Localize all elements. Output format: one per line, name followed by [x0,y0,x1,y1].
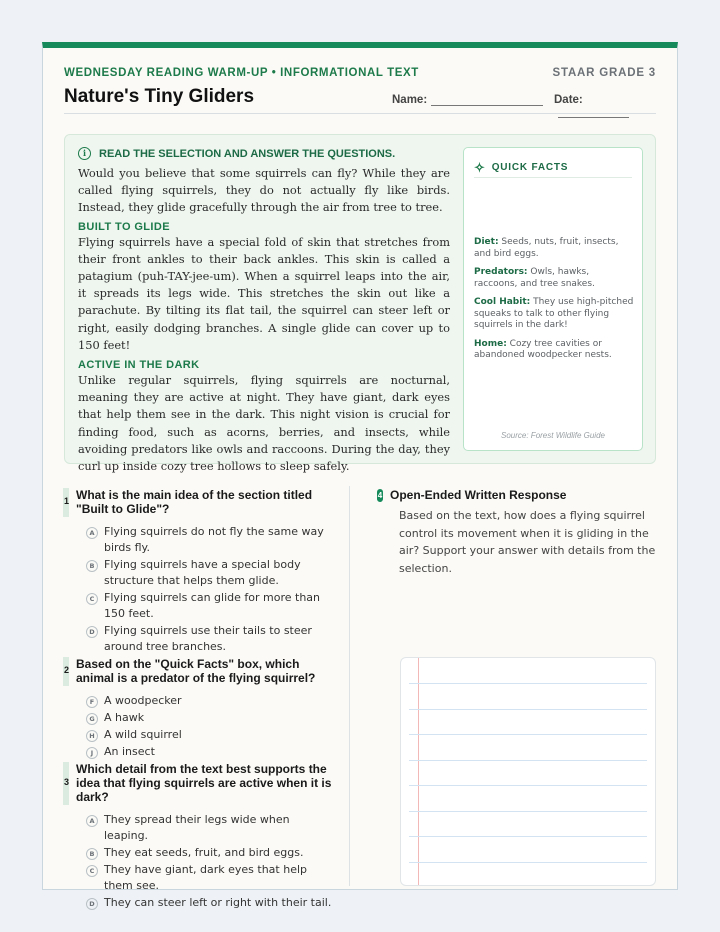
section-heading-glide: BUILT TO GLIDE [78,220,170,233]
answer-option[interactable]: A They spread their legs wide when leaping. [64,812,334,844]
question-1 [64,488,334,655]
answer-option[interactable]: J An insect [64,744,334,760]
question-number: 3 [64,776,70,787]
date-line[interactable] [558,106,629,118]
source-citation: Source: Forest Wildlife Guide [501,431,605,440]
option-letter[interactable]: C [86,865,98,877]
option-letter[interactable]: G [86,713,98,725]
fact-item: Diet: Seeds, nuts, fruit, insects, and bird eggs. [474,237,619,259]
written-answer-area[interactable] [400,657,656,886]
name-line[interactable] [431,94,543,106]
fact-item: Cool Habit: They use high-pitched squeaks to talk to other flying squirrels in the dark! [474,297,634,330]
open-response-prompt: Based on the text, how does a flying squirrel control its movement when it is gliding in the air? Support your answer with details from the selection. [399,509,656,575]
option-letter[interactable]: H [86,730,98,742]
column-divider [349,486,350,886]
quick-facts-header [474,158,632,178]
answer-option[interactable]: D They can steer left or right with their tail. [64,895,334,911]
open-response-title: Open-Ended Written Response [390,488,567,502]
section-heading-dark: ACTIVE IN THE DARK [78,359,200,372]
ruled-line [409,785,647,786]
open-response-header [377,488,657,502]
reading-text [78,147,450,475]
section-paragraph-dark: Unlike regular squirrels, flying squirrels are nocturnal, meaning they are active at night. They have giant, dark eyes that help them see in the dark. This night vision is crucial for finding food, such as acorns, berries, and insects, while avoiding predators like owls and raccoons. During the day, they curl up inside cozy tree hollows to sleep safely. [78,373,450,474]
answer-option[interactable]: C They have giant, dark eyes that help them see. [64,862,334,894]
question-text: 3 Which detail from the text best supports the idea that flying squirrels are active when it is dark? [64,761,332,805]
option-letter[interactable]: A [86,527,98,539]
section-paragraph-glide: Flying squirrels have a special fold of skin that stretches from their front ankles to their back ankles. This skin is called a patagium (puh-TAY-jee-um). When a squirrel leaps into the air, it spreads its legs wide. This stretches the skin out like a parachute. By tilting its flat tail, the squirrel can steer left or right, easily dodging branches. A single glide can cover up to 150 feet! [78,234,450,352]
question-2 [64,657,334,760]
ruled-line [409,683,647,684]
ruled-line [409,862,647,863]
option-letter[interactable]: B [86,848,98,860]
answer-option[interactable]: G A hawk [64,710,334,726]
grade-label: STAAR GRADE 3 [552,67,656,79]
answer-option[interactable]: B They eat seeds, fruit, and bird eggs. [64,845,334,861]
open-response-section [377,488,657,577]
question-text: 1 What is the main idea of the section titled "Built to Glide"? [64,488,313,517]
question-number: 1 [64,496,70,506]
header-row [64,67,656,79]
fact-list [474,237,634,369]
option-letter[interactable]: J [86,747,98,759]
intro-paragraph: Would you believe that some squirrels can fly? While they are called flying squirrels, they do not actually fly like birds. Instead, they glide gracefully through the air from tree to tree. [78,166,450,215]
question-number-badge: 4 [377,490,383,500]
option-letter[interactable]: F [86,696,98,708]
fact-item: Predators: Owls, hawks, raccoons, and tree snakes. [474,267,595,289]
quick-facts-box [463,147,643,451]
question-3 [64,762,334,911]
multiple-choice-questions [64,488,334,913]
answer-options [64,812,334,911]
answer-option[interactable]: F A woodpecker [64,693,334,709]
ruled-line [409,836,647,837]
quick-facts-title: QUICK FACTS [491,162,569,173]
page-title: Nature's Tiny Gliders [64,86,255,107]
ruled-line [409,760,647,761]
ruled-line [409,709,647,710]
ruled-line [409,811,647,812]
option-letter[interactable]: B [86,560,98,572]
question-number: 2 [64,664,70,675]
option-letter[interactable]: C [86,593,98,605]
answer-option[interactable]: B Flying squirrels have a special body structure that helps them glide. [64,557,334,589]
date-label: Date: [554,94,583,106]
instruction [78,147,450,160]
answer-option[interactable]: D Flying squirrels use their tails to steer around tree branches. [64,623,334,655]
reading-passage-box [64,134,656,474]
answer-option[interactable]: C Flying squirrels can glide for more than 150 feet. [64,590,334,622]
name-field[interactable] [392,94,543,106]
title-row [64,86,656,114]
option-letter[interactable]: D [86,898,98,910]
ruled-line [409,734,647,735]
instruction-text: READ THE SELECTION AND ANSWER THE QUESTIONS. [99,147,396,160]
answer-option[interactable]: A Flying squirrels do not fly the same way birds fly. [64,524,334,556]
answer-option[interactable]: H A wild squirrel [64,727,334,743]
option-letter[interactable]: D [86,626,98,638]
kicker-label: WEDNESDAY READING WARM-UP • INFORMATIONAL TEXT [64,67,419,79]
sparkle-icon: ✧ [474,159,486,175]
name-label: Name: [392,94,428,106]
question-text: 2 Based on the "Quick Facts" box, which animal is a predator of the flying squirrel? [64,656,316,686]
date-field[interactable] [554,94,656,118]
margin-line [418,658,419,885]
answer-options [64,693,334,760]
answer-options [64,524,334,655]
info-circle-icon: i [78,147,91,160]
worksheet [42,42,678,909]
fact-item: Home: Cozy tree cavities or abandoned woodpecker nests. [474,338,612,360]
option-letter[interactable]: A [86,815,98,827]
